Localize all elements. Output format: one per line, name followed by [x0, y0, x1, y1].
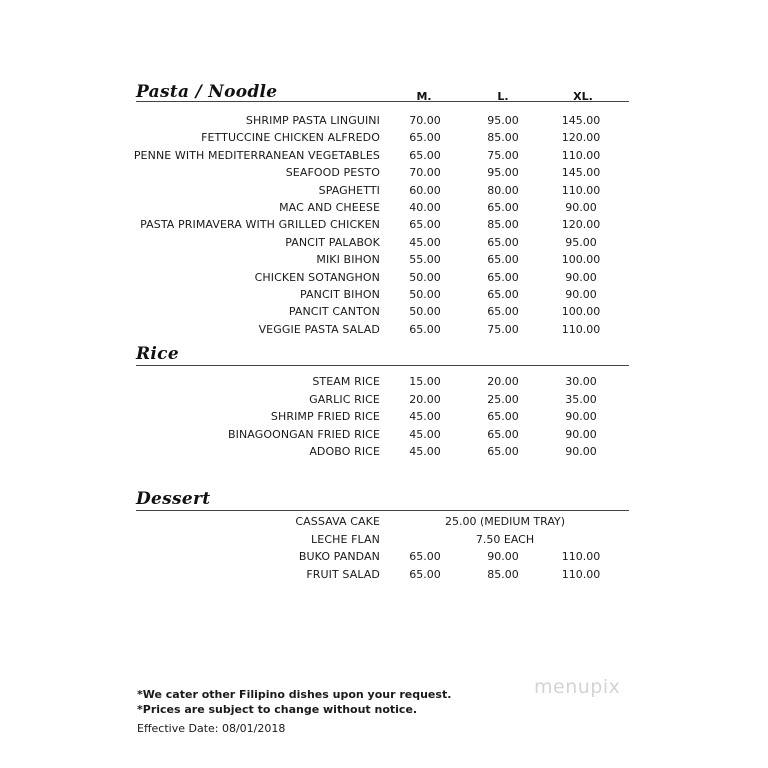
price-large: 25.00 — [487, 392, 519, 406]
price-xl: 90.00 — [565, 445, 597, 458]
price-large: 65.00 — [487, 270, 519, 284]
note-catering: *We cater other Filipino dishes upon your request. — [137, 688, 452, 701]
item-name: PASTA PRIMAVERA WITH GRILLED CHICKEN — [140, 218, 380, 232]
price-large: 75.00 — [487, 322, 519, 336]
menu-item-row — [0, 236, 768, 253]
price-medium: 65.00 — [409, 148, 441, 162]
section-title-dessert: Dessert — [136, 489, 211, 509]
price-medium: 40.00 — [409, 201, 441, 214]
price-large: 20.00 — [487, 375, 519, 388]
price-xl: 30.00 — [565, 375, 597, 388]
price-large: 65.00 — [487, 305, 519, 319]
price-xl: 110.00 — [561, 322, 601, 336]
price-medium: 60.00 — [409, 183, 441, 197]
item-name: PANCIT CANTON — [288, 305, 380, 319]
price-large: 95.00 — [487, 114, 519, 127]
price-large: 65.00 — [487, 235, 519, 249]
price-xl: 145.00 — [561, 114, 601, 127]
price-medium: 45.00 — [409, 410, 441, 423]
section-divider-rice — [136, 365, 629, 366]
item-price-note: 7.50 EACH — [475, 532, 535, 546]
price-xl: 100.00 — [561, 305, 601, 319]
item-name: GARLIC RICE — [309, 392, 380, 406]
item-name: PANCIT PALABOK — [285, 235, 380, 249]
menu-item-row — [0, 271, 768, 288]
item-name: ADOBO RICE — [309, 445, 380, 458]
item-price-note: 25.00 (MEDIUM TRAY) — [444, 515, 566, 528]
menu-item-row — [0, 114, 768, 131]
item-name: SHRIMP FRIED RICE — [270, 410, 380, 423]
price-xl: 110.00 — [561, 550, 601, 563]
item-name: FETTUCCINE CHICKEN ALFREDO — [201, 131, 380, 145]
menu-item-row — [0, 568, 768, 585]
column-header-medium: M. — [416, 90, 432, 103]
price-xl: 90.00 — [565, 288, 597, 301]
price-xl: 90.00 — [565, 410, 597, 423]
price-medium: 65.00 — [409, 131, 441, 145]
price-xl: 110.00 — [561, 148, 601, 162]
price-xl: 95.00 — [565, 235, 597, 249]
item-name: SEAFOOD PESTO — [285, 166, 380, 180]
price-large: 65.00 — [487, 427, 519, 441]
menu-item-row — [0, 393, 768, 410]
effective-date: Effective Date: 08/01/2018 — [137, 722, 286, 735]
item-name: MIKI BIHON — [316, 253, 380, 267]
price-medium: 65.00 — [409, 218, 441, 232]
item-name: SPAGHETTI — [318, 183, 380, 197]
price-medium: 50.00 — [409, 270, 441, 284]
item-name: LECHE FLAN — [311, 532, 380, 546]
price-large: 75.00 — [487, 148, 519, 162]
price-medium: 65.00 — [409, 550, 441, 563]
item-name: CHICKEN SOTANGHON — [254, 270, 380, 284]
section-title-rice: Rice — [136, 344, 179, 364]
menu-item-row — [0, 305, 768, 322]
price-xl: 110.00 — [561, 183, 601, 197]
price-medium: 55.00 — [409, 253, 441, 267]
column-header-large: L. — [497, 90, 509, 103]
menu-item-row — [0, 131, 768, 148]
item-name: BINAGOONGAN FRIED RICE — [227, 427, 380, 441]
menu-item-row — [0, 288, 768, 305]
price-medium: 70.00 — [409, 114, 441, 127]
section-divider-dessert — [136, 510, 629, 511]
price-medium: 50.00 — [409, 305, 441, 319]
menu-item-row — [0, 149, 768, 166]
menu-item-row — [0, 445, 768, 462]
price-xl: 90.00 — [565, 270, 597, 284]
price-large: 65.00 — [487, 201, 519, 214]
price-medium: 50.00 — [409, 288, 441, 301]
price-medium: 20.00 — [409, 392, 441, 406]
menu-item-row — [0, 253, 768, 270]
menu-item-row — [0, 428, 768, 445]
price-xl: 100.00 — [561, 253, 601, 267]
menu-item-row — [0, 533, 768, 550]
item-name: STEAM RICE — [312, 375, 380, 388]
menu-item-row — [0, 323, 768, 340]
price-large: 80.00 — [487, 183, 519, 197]
item-name: PENNE WITH MEDITERRANEAN VEGETABLES — [133, 148, 380, 162]
menu-item-row — [0, 375, 768, 392]
price-large: 95.00 — [487, 166, 519, 180]
menu-item-row — [0, 515, 768, 532]
column-header-xl: XL. — [573, 90, 593, 103]
price-large: 85.00 — [487, 567, 519, 581]
watermark-logo: menupix — [534, 676, 621, 698]
price-xl: 120.00 — [561, 218, 601, 232]
price-xl: 110.00 — [561, 567, 601, 581]
menu-item-row — [0, 218, 768, 235]
price-large: 65.00 — [487, 288, 519, 301]
price-medium: 65.00 — [409, 322, 441, 336]
price-medium: 45.00 — [409, 427, 441, 441]
price-xl: 90.00 — [565, 427, 597, 441]
price-large: 65.00 — [487, 410, 519, 423]
item-name: VEGGIE PASTA SALAD — [258, 322, 380, 336]
price-large: 65.00 — [487, 445, 519, 458]
item-name: SHRIMP PASTA LINGUINI — [245, 114, 380, 127]
item-name: MAC AND CHEESE — [279, 201, 380, 214]
item-name: CASSAVA CAKE — [295, 515, 380, 528]
item-name: BUKO PANDAN — [298, 550, 380, 563]
section-title-pasta: Pasta / Noodle — [136, 82, 278, 102]
price-large: 65.00 — [487, 253, 519, 267]
price-xl: 145.00 — [561, 166, 601, 180]
menu-item-row — [0, 166, 768, 183]
item-name: PANCIT BIHON — [300, 288, 380, 301]
price-xl: 35.00 — [565, 392, 597, 406]
section-divider-pasta — [136, 101, 629, 102]
menu-item-row — [0, 201, 768, 218]
menu-item-row — [0, 184, 768, 201]
price-medium: 45.00 — [409, 235, 441, 249]
price-xl: 120.00 — [561, 131, 601, 145]
price-medium: 45.00 — [409, 445, 441, 458]
price-large: 90.00 — [487, 550, 519, 563]
item-name: FRUIT SALAD — [306, 567, 380, 581]
price-xl: 90.00 — [565, 201, 597, 214]
price-medium: 70.00 — [409, 166, 441, 180]
price-medium: 65.00 — [409, 567, 441, 581]
note-prices: *Prices are subject to change without notice. — [137, 703, 418, 716]
menu-item-row — [0, 550, 768, 567]
price-medium: 15.00 — [409, 375, 441, 388]
price-large: 85.00 — [487, 131, 519, 145]
price-large: 85.00 — [487, 218, 519, 232]
menu-item-row — [0, 410, 768, 427]
